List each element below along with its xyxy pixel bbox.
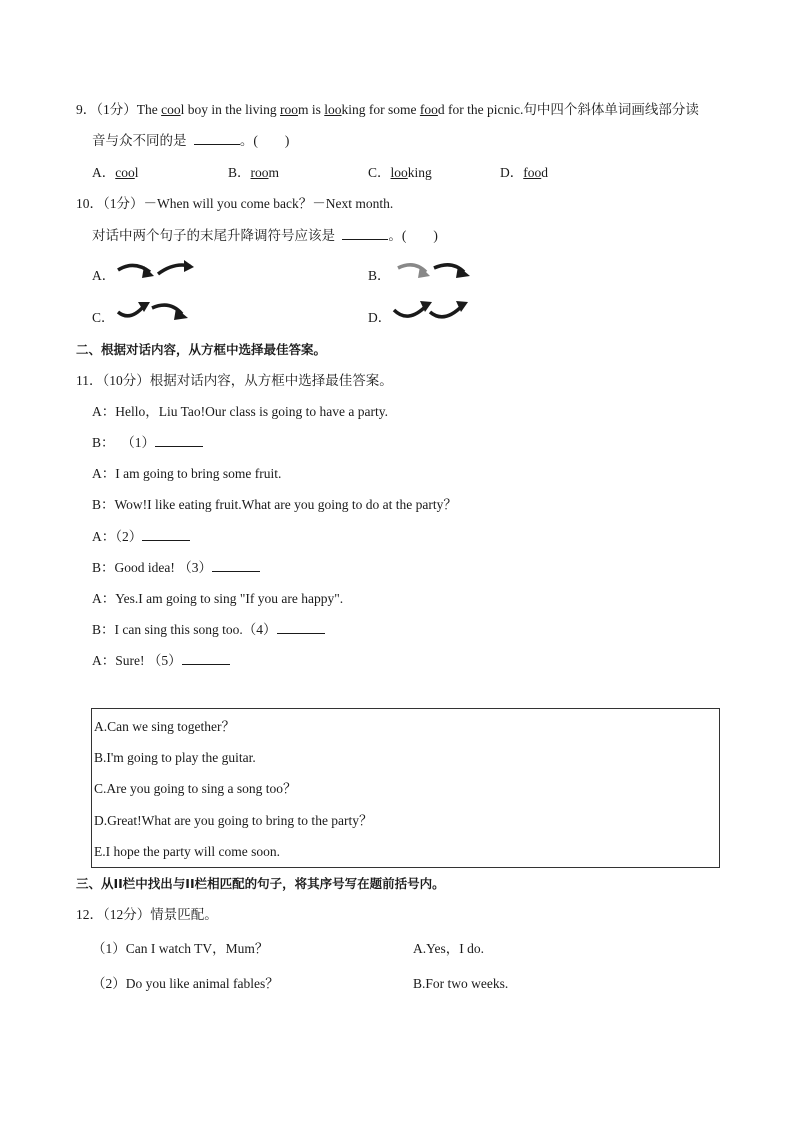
option-text: king (407, 165, 432, 180)
answer-blank[interactable] (155, 434, 203, 447)
dialog-line (92, 621, 325, 639)
option-label: D． (500, 165, 524, 180)
dialog-line (92, 403, 388, 421)
speaker-label: B： (92, 560, 115, 575)
section-heading: 三、从II栏中找出与II栏相匹配的句子，将其序号写在题前括号内。 (76, 876, 445, 891)
underlined-fragment: roo (280, 102, 298, 117)
underlined-fragment: roo (250, 165, 269, 180)
intonation-rising-rising-icon (392, 298, 478, 326)
match-left-item: （2）Do you like animal fables？ (92, 976, 279, 991)
box-option: E.I hope the party will come soon. (94, 844, 280, 859)
dialog-line (92, 528, 190, 546)
underlined-fragment: foo (523, 165, 542, 180)
question-dialog: －When will you come back？－Next month. (143, 196, 394, 211)
text-fragment: l boy in the living (180, 102, 280, 117)
speaker-label: B： (92, 622, 115, 637)
option-b[interactable] (368, 267, 391, 285)
option-label: C． (92, 310, 115, 325)
question-number: 10． (76, 196, 103, 211)
speaker-label: A： (92, 653, 116, 668)
option-d[interactable] (368, 309, 391, 327)
question-12-line1 (76, 906, 218, 924)
intonation-rising-falling-icon (116, 298, 196, 326)
text-fragment: king for some (341, 102, 420, 117)
text-fragment: d for the picnic. (437, 102, 524, 117)
question-number: 11． (76, 373, 103, 388)
option-c[interactable] (368, 164, 432, 182)
underlined-fragment: foo (419, 102, 438, 117)
answer-blank[interactable] (212, 559, 260, 572)
dialog-line (92, 465, 281, 483)
question-number: 9． (76, 102, 97, 117)
text-fragment: The (136, 102, 162, 117)
dialog-text: Yes.I am going to sing "If you are happy". (115, 591, 344, 606)
speaker-label: A： (92, 466, 116, 481)
question-number: 12． (76, 907, 103, 922)
underlined-fragment: loo (390, 165, 408, 180)
underlined-fragment: coo (161, 102, 181, 117)
dialog-line (92, 434, 203, 452)
answer-blank[interactable] (194, 132, 240, 145)
dialog-text: Sure! （5） (115, 653, 182, 668)
question-11-line1 (76, 372, 393, 390)
question-instruction: 句中四个斜体单词画线部分读 (523, 102, 699, 117)
option-b[interactable] (228, 164, 279, 182)
option-label: B． (228, 165, 251, 180)
option-text: m (268, 165, 280, 180)
speaker-label: B： (92, 497, 115, 512)
intonation-falling-rising-icon (116, 258, 196, 284)
question-9-line1 (76, 101, 699, 119)
match-left-item: （1）Can I watch TV，Mum？ (92, 941, 269, 956)
answer-paren: 。( ) (388, 228, 438, 243)
dialog-text: Hello，Liu Tao!Our class is going to have a party. (115, 404, 388, 419)
speaker-label: B： (92, 435, 115, 450)
answer-blank[interactable] (182, 652, 230, 665)
underlined-fragment: loo (324, 102, 342, 117)
dialog-text: （1） (121, 435, 156, 450)
speaker-label: A： (92, 529, 116, 544)
underlined-fragment: coo (115, 165, 135, 180)
option-label: C． (368, 165, 391, 180)
option-label: D． (368, 310, 392, 325)
box-option: B.I'm going to play the guitar. (94, 750, 256, 765)
dialog-text: （2） (115, 529, 143, 544)
question-score: （10分） (102, 373, 150, 388)
option-d[interactable] (500, 164, 548, 182)
option-text: l (134, 165, 139, 180)
option-label: A． (92, 268, 116, 283)
dialog-line (92, 652, 230, 670)
question-score: （12分） (103, 907, 151, 922)
dialog-line (92, 559, 260, 577)
question-9-line2 (92, 132, 289, 150)
question-10-line2 (92, 227, 438, 245)
dialog-text: I can sing this song too.（4） (114, 622, 277, 637)
dialog-text: Wow!I like eating fruit.What are you going to do at the party？ (114, 497, 457, 512)
intonation-falling-falling-icon (396, 258, 476, 284)
box-option: A.Can we sing together？ (94, 719, 235, 734)
option-a[interactable] (92, 164, 139, 182)
question-score: （1分） (103, 196, 144, 211)
answer-blank[interactable] (342, 227, 388, 240)
answer-paren: 。( ) (239, 133, 290, 148)
box-option: C.Are you going to sing a song too？ (94, 781, 297, 796)
match-right-item: B.For two weeks. (413, 976, 509, 991)
option-a[interactable] (92, 267, 115, 285)
answer-blank[interactable] (142, 528, 190, 541)
text-fragment: m is (298, 102, 325, 117)
question-instruction: 根据对话内容，从方框中选择最佳答案。 (149, 373, 393, 388)
section-heading: 二、根据对话内容，从方框中选择最佳答案。 (76, 342, 327, 357)
answer-options-box (91, 708, 720, 868)
question-instruction: 情景匹配。 (150, 907, 218, 922)
question-instruction: 对话中两个句子的末尾升降调符号应该是 (92, 228, 335, 243)
question-10-line1 (76, 195, 393, 213)
speaker-label: A： (92, 404, 116, 419)
option-c[interactable] (92, 309, 115, 327)
question-score: （1分） (96, 102, 137, 117)
option-text: d (541, 165, 548, 180)
dialog-text: I am going to bring some fruit. (115, 466, 282, 481)
question-instruction: 音与众不同的是 (92, 133, 187, 148)
option-label: B． (368, 268, 391, 283)
match-right-item: A.Yes，I do. (413, 941, 485, 956)
speaker-label: A： (92, 591, 116, 606)
dialog-line (92, 590, 343, 608)
option-label: A． (92, 165, 116, 180)
answer-blank[interactable] (277, 621, 325, 634)
dialog-text: Good idea! （3） (114, 560, 212, 575)
box-option: D.Great!What are you going to bring to the party？ (94, 813, 373, 828)
dialog-line (92, 496, 457, 514)
